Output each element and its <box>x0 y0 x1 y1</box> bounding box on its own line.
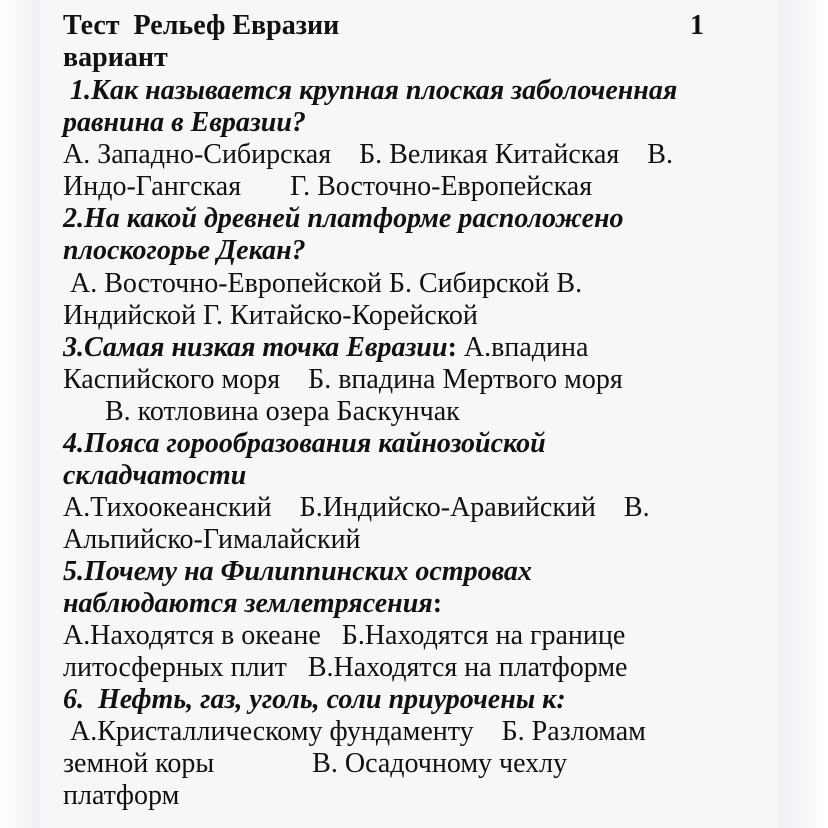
test-title: Тест Рельеф Евразии <box>63 10 340 41</box>
question-1-answers: А. Западно-Сибирская Б. Великая Китайская В. <box>63 139 673 170</box>
question-1-text: равнина в Евразии? <box>63 107 306 138</box>
question-3-colon: : <box>447 332 457 363</box>
question-6-answers: платформ <box>63 780 180 811</box>
question-3-line <box>63 332 588 364</box>
variant-number: 1 <box>690 10 704 41</box>
question-5-text: наблюдаются землетрясения <box>63 588 433 619</box>
question-6-text: 6. Нефть, газ, уголь, соли приурочены к: <box>63 684 566 715</box>
question-4-answers: Альпийско-Гималайский <box>63 524 361 555</box>
question-2-answers: А. Восточно-Европейской Б. Сибирской В. <box>63 268 583 299</box>
question-2-text: плоскогорье Декан? <box>63 235 306 266</box>
question-4-text: 4.Пояса горообразования кайнозойской <box>63 428 546 459</box>
question-5-text: 5.Почему на Филиппинских островах <box>63 556 532 587</box>
page-margin-right <box>778 0 828 828</box>
question-5-line <box>63 588 442 620</box>
question-3-text: 3.Самая низкая точка Евразии <box>63 332 448 363</box>
question-3-answers: Каспийского моря Б. впадина Мертвого моря <box>63 364 623 395</box>
question-5-colon: : <box>432 588 443 619</box>
page-margin-left <box>0 0 40 828</box>
question-2-answers: Индийской Г. Китайско-Корейской <box>63 300 478 331</box>
question-6-answers: земной коры В. Осадочному чехлу <box>63 748 568 779</box>
question-1-text: 1.Как называется крупная плоская заболоченная <box>63 75 678 106</box>
question-4-text: складчатости <box>63 460 247 491</box>
question-4-answers: А.Тихоокеанский Б.Индийско-Аравийский В. <box>63 492 650 523</box>
question-3-answer-a: А.впадина <box>456 332 589 363</box>
question-5-answers: А.Находятся в океане Б.Находятся на границе <box>63 620 626 651</box>
question-1-answers: Индо-Гангская Г. Восточно-Европейская <box>63 171 593 202</box>
question-5-answers: литосферных плит В.Находятся на платформе <box>63 652 628 683</box>
question-6-answers: А.Кристаллическому фундаменту Б. Разломам <box>63 716 646 747</box>
question-3-answers: В. котловина озера Баскунчак <box>63 396 460 427</box>
question-2-text: 2.На какой древней платформе расположено <box>63 203 624 234</box>
variant-label: вариант <box>63 42 168 73</box>
